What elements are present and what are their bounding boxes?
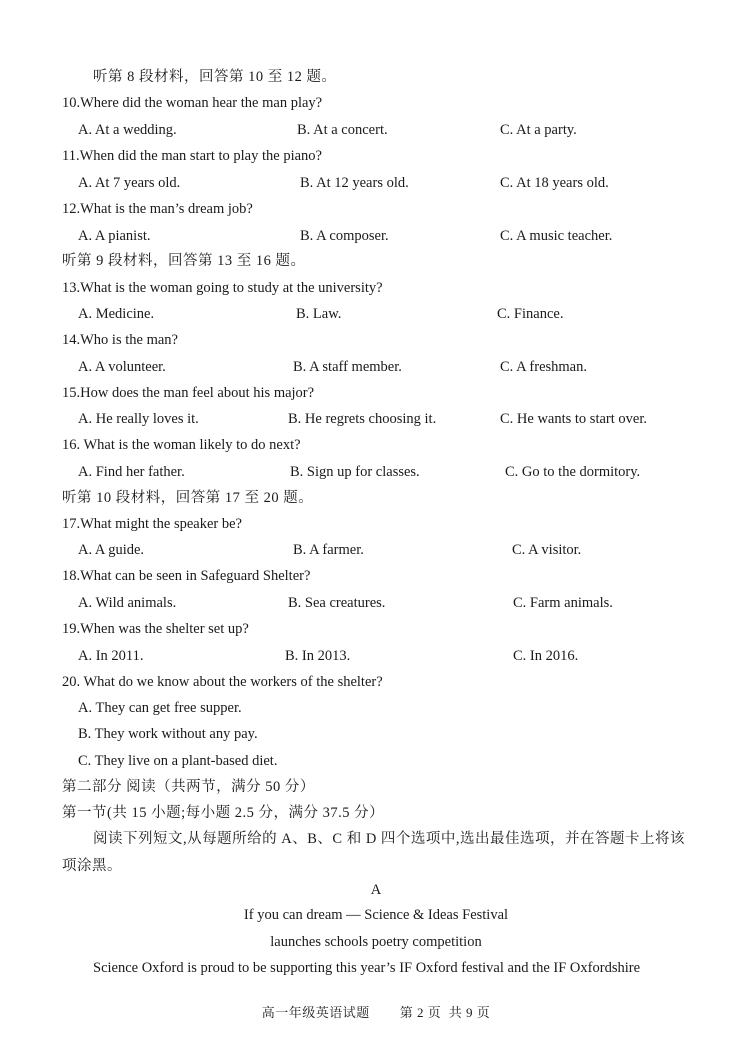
- question-11: 11.When did the man start to play the piano?: [62, 148, 322, 164]
- question-20-option-b: B. They work without any pay.: [78, 726, 258, 742]
- question-11-option-b: B. At 12 years old.: [300, 175, 409, 191]
- question-18-option-c: C. Farm animals.: [513, 595, 613, 611]
- question-15-option-c: C. He wants to start over.: [500, 411, 647, 427]
- section10-heading: 听第 10 段材料，回答第 17 至 20 题。: [62, 490, 314, 506]
- question-20: 20. What do we know about the workers of the shelter?: [62, 674, 383, 690]
- part2-section1-heading: 第一节(共 15 小题;每小题 2.5 分，满分 37.5 分）: [62, 805, 385, 821]
- question-14: 14.Who is the man?: [62, 332, 178, 348]
- section9-heading: 听第 9 段材料，回答第 13 至 16 题。: [62, 253, 306, 269]
- question-19-option-c: C. In 2016.: [513, 648, 579, 664]
- question-15-option-b: B. He regrets choosing it.: [288, 411, 437, 427]
- question-14-option-a: A. A volunteer.: [78, 359, 166, 375]
- question-17: 17.What might the speaker be?: [62, 516, 242, 532]
- question-15: 15.How does the man feel about his major?: [62, 385, 315, 401]
- question-11-option-c: C. At 18 years old.: [500, 175, 609, 191]
- question-12-option-a: A. A pianist.: [78, 228, 151, 244]
- instruction-line-1: 阅读下列短文,从每题所给的 A、B、C 和 D 四个选项中,选出最佳选项，并在答题卡上将该: [93, 831, 686, 847]
- question-20-option-c: C. They live on a plant-based diet.: [78, 753, 278, 769]
- question-14-option-b: B. A staff member.: [293, 359, 402, 375]
- question-16: 16. What is the woman likely to do next?: [62, 437, 301, 453]
- question-14-option-c: C. A freshman.: [500, 359, 587, 375]
- question-19-option-a: A. In 2011.: [78, 648, 144, 664]
- question-13-option-b: B. Law.: [296, 306, 342, 322]
- question-10-option-c: C. At a party.: [500, 122, 577, 138]
- question-10: 10.Where did the woman hear the man play?: [62, 95, 323, 111]
- question-17-option-a: A. A guide.: [78, 542, 145, 558]
- question-19: 19.When was the shelter set up?: [62, 621, 249, 637]
- question-13-option-a: A. Medicine.: [78, 306, 155, 322]
- part2-title: 第二部分 阅读（共两节，满分 50 分）: [62, 779, 315, 795]
- question-18-option-b: B. Sea creatures.: [288, 595, 386, 611]
- question-17-option-c: C. A visitor.: [512, 542, 582, 558]
- question-15-option-a: A. He really loves it.: [78, 411, 199, 427]
- question-13: 13.What is the woman going to study at the university?: [62, 280, 383, 296]
- question-17-option-b: B. A farmer.: [293, 542, 364, 558]
- question-12-option-c: C. A music teacher.: [500, 228, 613, 244]
- passage-title-line-1: If you can dream — Science & Ideas Festival: [243, 907, 509, 923]
- page-footer: 高一年级英语试题 第 2 页 共 9 页: [261, 1005, 491, 1020]
- question-10-option-a: A. At a wedding.: [78, 122, 177, 138]
- question-19-option-b: B. In 2013.: [285, 648, 351, 664]
- passage-label: A: [370, 882, 382, 898]
- question-18: 18.What can be seen in Safeguard Shelter?: [62, 568, 311, 584]
- question-16-option-b: B. Sign up for classes.: [290, 464, 420, 480]
- question-16-option-c: C. Go to the dormitory.: [505, 464, 641, 480]
- passage-title-line-2: launches schools poetry competition: [270, 934, 482, 950]
- question-10-option-b: B. At a concert.: [297, 122, 388, 138]
- question-20-option-a: A. They can get free supper.: [78, 700, 242, 716]
- section8-heading: 听第 8 段材料，回答第 10 至 12 题。: [93, 69, 337, 85]
- question-18-option-a: A. Wild animals.: [78, 595, 177, 611]
- question-11-option-a: A. At 7 years old.: [78, 175, 181, 191]
- instruction-line-2: 项涂黑。: [62, 858, 122, 874]
- question-13-option-c: C. Finance.: [497, 306, 564, 322]
- passage-first-line: Science Oxford is proud to be supporting this year’s IF Oxford festival and the IF Oxfordshire: [93, 960, 640, 976]
- question-16-option-a: A. Find her father.: [78, 464, 185, 480]
- question-12: 12.What is the man’s dream job?: [62, 201, 253, 217]
- question-12-option-b: B. A composer.: [300, 228, 389, 244]
